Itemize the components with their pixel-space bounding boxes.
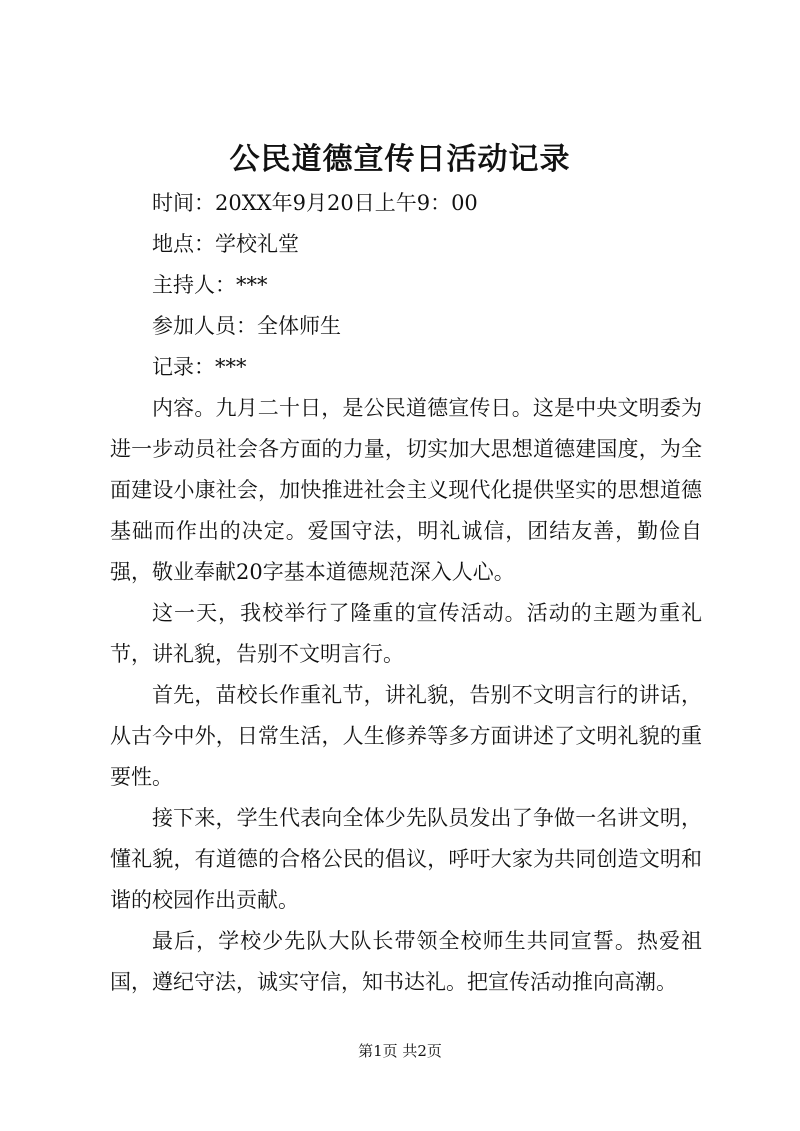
page-footer: 第1页 共2页 [358,1042,442,1060]
meta-participants: 参加人员：全体师生 [152,314,341,338]
meta-place: 地点：学校礼堂 [152,232,299,256]
document-body [110,183,702,1003]
paragraph-student-proposal: 接下来，学生代表向全体少先队员发出了争做一名讲文明，懂礼貌，有道德的合格公民的倡议，呼吁大家为共同创造文明和谐的校园作出贡献。 [110,806,702,912]
meta-recorder: 记录：*** [152,355,247,379]
paragraph-oath: 最后，学校少先队大队长带领全校师生共同宣誓。热爱祖国，遵纪守法，诚实守信，知书达礼。把宣传活动推向高潮。 [110,929,702,994]
paragraph-content: 内容。九月二十日，是公民道德宣传日。这是中央文明委为进一步动员社会各方面的力量，切实加大思想道德建国度，为全面建设小康社会，加快推进社会主义现代化提供坚实的思想道德基础而作出的决定。爱国守法，明礼诚信，团结友善，勤俭自强，敬业奉献20字基本道德规范深入人心。 [110,396,702,584]
meta-host: 主持人：*** [152,273,268,297]
meta-time: 时间：20XX年9月20日上午9：00 [152,191,478,215]
paragraph-activity: 这一天，我校举行了隆重的宣传活动。活动的主题为重礼节，讲礼貌，告别不文明言行。 [110,601,702,666]
page-title: 公民道德宣传日活动记录 [229,142,571,177]
paragraph-principal-speech: 首先，苗校长作重礼节，讲礼貌，告别不文明言行的讲话，从古今中外，日常生活，人生修养等多方面讲述了文明礼貌的重要性。 [110,683,702,789]
